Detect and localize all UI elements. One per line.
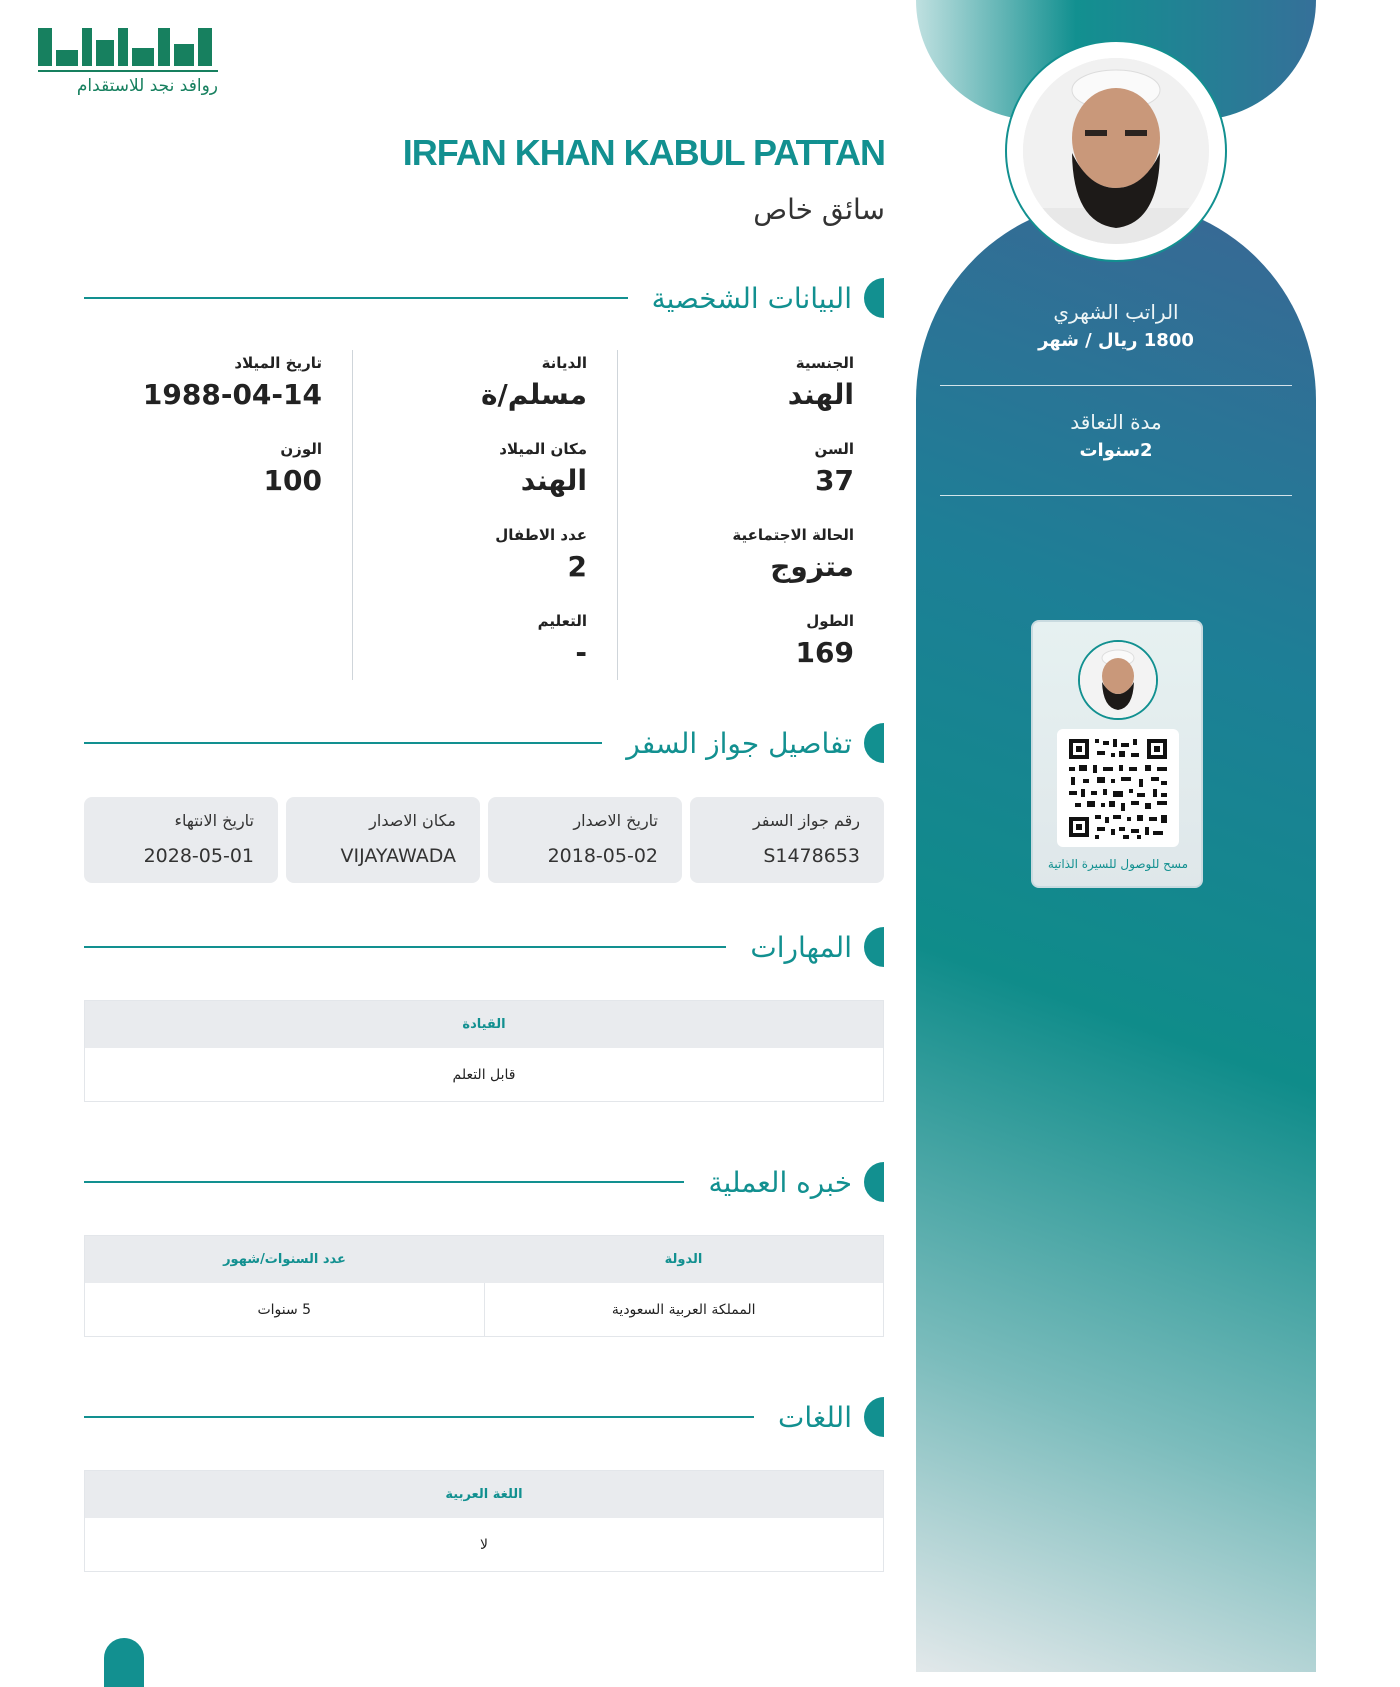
logo-subtitle: روافد نجد للاستقدام bbox=[76, 76, 218, 96]
qr-card[interactable] bbox=[1031, 620, 1203, 888]
section-title: اللغات bbox=[778, 1400, 852, 1434]
field-weight bbox=[86, 436, 322, 522]
table-row bbox=[85, 1518, 883, 1571]
field-value: 100 bbox=[263, 464, 322, 497]
section-tab bbox=[864, 1162, 884, 1202]
logo-mark bbox=[38, 28, 218, 72]
table-row bbox=[85, 1048, 883, 1101]
field-religion bbox=[353, 350, 587, 436]
personal-info-grid bbox=[84, 350, 884, 680]
table-cell: لا bbox=[480, 1536, 488, 1553]
skills-table bbox=[84, 1000, 884, 1102]
field-label: الحالة الاجتماعية bbox=[732, 526, 854, 544]
section-rule bbox=[84, 297, 628, 299]
qr-code[interactable] bbox=[1057, 729, 1179, 847]
contract-block bbox=[940, 410, 1292, 461]
section-tab bbox=[864, 278, 884, 318]
field-value: الهند bbox=[520, 464, 587, 497]
field-education bbox=[353, 608, 587, 694]
section-header-passport bbox=[84, 721, 884, 765]
field-value: مسلم/ة bbox=[481, 378, 587, 411]
passport-cards bbox=[84, 797, 884, 883]
experience-table bbox=[84, 1235, 884, 1337]
field-value: الهند bbox=[787, 378, 854, 411]
field-value: 1988-04-14 bbox=[142, 378, 322, 411]
card-label: رقم جواز السفر bbox=[752, 811, 860, 830]
table-header-cell: عدد السنوات/شهور bbox=[223, 1252, 346, 1267]
card-value: 2018-05-02 bbox=[547, 845, 658, 867]
personal-column-3 bbox=[86, 350, 352, 680]
field-label: الطول bbox=[806, 612, 854, 630]
section-rule bbox=[84, 1181, 684, 1183]
salary-block bbox=[940, 300, 1292, 351]
table-header-cell: القيادة bbox=[462, 1017, 506, 1032]
table-header-cell: الدولة bbox=[664, 1252, 703, 1267]
field-value: متزوج bbox=[770, 550, 854, 583]
passport-number-card bbox=[690, 797, 884, 883]
profile-photo-frame bbox=[1005, 40, 1227, 262]
salary-value: 1800 ريال / شهر bbox=[1038, 330, 1194, 351]
table-header-row bbox=[85, 1236, 883, 1283]
sidebar-divider bbox=[940, 385, 1292, 386]
table-header-row bbox=[85, 1471, 883, 1518]
company-logo bbox=[38, 28, 218, 96]
card-label: مكان الاصدار bbox=[369, 811, 456, 830]
field-value: - bbox=[575, 636, 587, 669]
field-marital-status bbox=[618, 522, 854, 608]
section-title: البيانات الشخصية bbox=[651, 281, 852, 315]
table-header-cell: اللغة العربية bbox=[445, 1487, 523, 1502]
field-label: الوزن bbox=[280, 440, 322, 458]
card-value: S1478653 bbox=[763, 845, 860, 867]
section-title: تفاصيل جواز السفر bbox=[626, 726, 852, 760]
passport-expiry-date-card bbox=[84, 797, 278, 883]
section-rule bbox=[84, 742, 602, 744]
personal-column-1 bbox=[618, 350, 884, 680]
field-value: 2 bbox=[567, 550, 587, 583]
field-label: عدد الاطفال bbox=[495, 526, 587, 544]
field-height bbox=[618, 608, 854, 694]
section-tab bbox=[864, 927, 884, 967]
field-value: 37 bbox=[815, 464, 854, 497]
section-header-experience bbox=[84, 1160, 884, 1204]
field-nationality bbox=[618, 350, 854, 436]
sidebar bbox=[916, 0, 1316, 1672]
section-title: المهارات bbox=[750, 930, 852, 964]
contract-value: 2سنوات bbox=[1079, 440, 1153, 461]
field-label: الديانة bbox=[541, 354, 587, 372]
table-cell: 5 سنوات bbox=[85, 1283, 485, 1336]
salary-label: الراتب الشهري bbox=[1053, 300, 1179, 324]
section-header-languages bbox=[84, 1395, 884, 1439]
personal-column-2 bbox=[352, 350, 618, 680]
sidebar-divider bbox=[940, 495, 1292, 496]
field-birthplace bbox=[353, 436, 587, 522]
card-label: تاريخ الانتهاء bbox=[174, 811, 254, 830]
field-label: مكان الميلاد bbox=[499, 440, 587, 458]
section-header-personal bbox=[84, 276, 884, 320]
field-age bbox=[618, 436, 854, 522]
card-label: تاريخ الاصدار bbox=[573, 811, 658, 830]
field-label: السن bbox=[814, 440, 854, 458]
field-label: التعليم bbox=[537, 612, 587, 630]
section-header-skills bbox=[84, 925, 884, 969]
passport-issue-date-card bbox=[488, 797, 682, 883]
field-value: 169 bbox=[795, 636, 854, 669]
table-cell: قابل التعلم bbox=[452, 1066, 516, 1083]
section-tab bbox=[864, 1397, 884, 1437]
qr-caption: مسح للوصول للسيرة الذاتية bbox=[1047, 857, 1189, 871]
languages-table bbox=[84, 1470, 884, 1572]
table-header-row bbox=[85, 1001, 883, 1048]
field-label: الجنسية bbox=[795, 354, 854, 372]
qr-card-photo bbox=[1078, 640, 1158, 720]
section-tab bbox=[864, 723, 884, 763]
footer-tab bbox=[104, 1638, 144, 1687]
contract-label: مدة التعاقد bbox=[1070, 410, 1162, 434]
section-rule bbox=[84, 946, 726, 948]
table-row bbox=[85, 1283, 883, 1336]
card-value: VIJAYAWADA bbox=[340, 845, 456, 867]
field-birth-date bbox=[86, 350, 322, 436]
profile-photo bbox=[1023, 58, 1209, 244]
job-title: سائق خاص bbox=[753, 193, 885, 226]
card-value: 2028-05-01 bbox=[143, 845, 254, 867]
field-label: تاريخ الميلاد bbox=[234, 354, 322, 372]
field-children bbox=[353, 522, 587, 608]
passport-issue-place-card bbox=[286, 797, 480, 883]
section-rule bbox=[84, 1416, 754, 1418]
table-cell: المملكة العربية السعودية bbox=[611, 1301, 756, 1318]
candidate-name: IRFAN KHAN KABUL PATTAN bbox=[402, 132, 885, 173]
section-title: خبره العملية bbox=[708, 1165, 852, 1199]
